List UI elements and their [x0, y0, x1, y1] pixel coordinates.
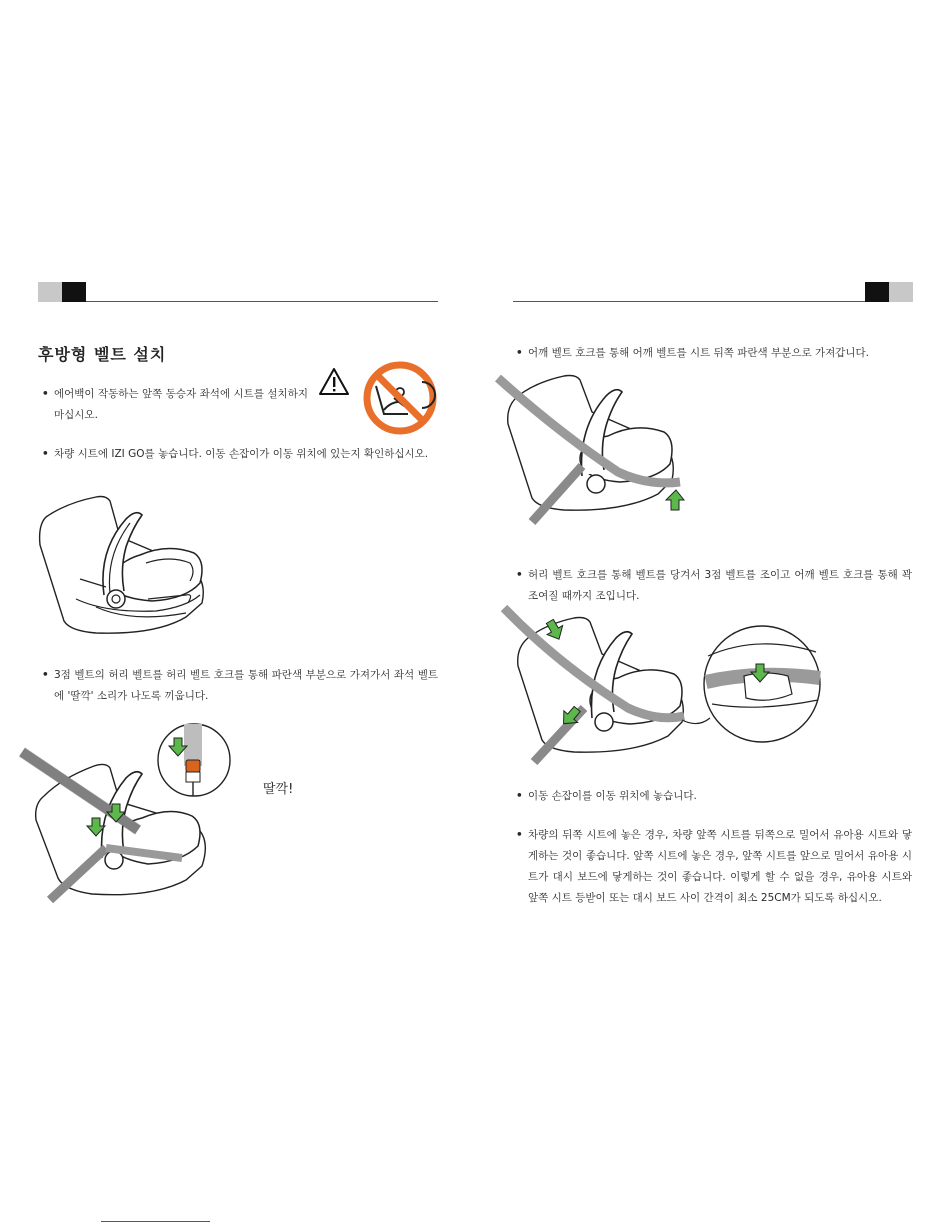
page-title: 후방형 벨트 설치 [38, 345, 167, 364]
right-header-rule [513, 301, 865, 302]
click-label: 딸깍! [263, 782, 294, 797]
car-seat-illustration-1 [36, 495, 216, 645]
right-bullet-1: • 어깨 벨트 호크를 통해 어깨 벨트를 시트 뒤쪽 파란색 부분으로 가져갑니다. [516, 343, 916, 364]
right-bullet-2: • 허리 벨트 호크를 통해 벨트를 당겨서 3점 벨트를 조이고 어깨 벨트 호크를 통해 꽉 조여질 때까지 조입니다. [516, 565, 912, 607]
warning-triangle-icon [318, 367, 350, 397]
car-seat-illustration-4 [498, 604, 838, 774]
left-bullet-3: • 3점 벨트의 허리 벨트를 허리 벨트 호크를 통해 파란색 부분으로 가져가서 좌석 벨트에 '딸깍' 소리가 나도록 끼웁니다. [42, 665, 438, 707]
car-seat-illustration-2 [22, 720, 237, 910]
left-bullet-2: • 차량 시트에 IZI GO를 놓습니다. 이동 손잡이가 이동 위치에 있는지 확인하십시오. [42, 444, 442, 465]
left-bullet-1-text: 에어백이 작동하는 앞쪽 동승자 좌석에 시트를 설치하지 마십시오. [54, 388, 308, 421]
no-airbag-prohibition-icon [362, 360, 438, 436]
footer-link-underline [101, 1221, 210, 1222]
left-header-rule [86, 301, 438, 302]
left-header-black-tab [62, 282, 86, 302]
right-bullet-4: • 차량의 뒤쪽 시트에 놓은 경우, 차량 앞쪽 시트를 뒤쪽으로 밀어서 유아용 시트와 닿게하는 것이 좋습니다. 앞쪽 시트에 놓은 경우, 앞쪽 시트를 앞으로 밀어서 유아용 시트가 대시 보드에 닿게하는 것이 좋습니다. 이렇게 할 수 없을 경우, 유아용 시트와 앞쪽 시트 등받이 또는 대시 보드 사이 간격이 최소 25CM가 되도록 하십시오. [516, 825, 912, 909]
left-bullet-2-text: 차량 시트에 IZI GO를 놓습니다. 이동 손잡이가 이동 위치에 있는지 확인하십시오. [54, 448, 429, 460]
right-header-black-tab [865, 282, 889, 302]
right-bullet-2-text: 허리 벨트 호크를 통해 벨트를 당겨서 3점 벨트를 조이고 어깨 벨트 호크를 통해 꽉 조여질 때까지 조입니다. [528, 569, 912, 602]
right-header-grey-tab [889, 282, 913, 302]
left-header-grey-tab [38, 282, 62, 302]
right-bullet-4-text: 차량의 뒤쪽 시트에 놓은 경우, 차량 앞쪽 시트를 뒤쪽으로 밀어서 유아용 시트와 닿게하는 것이 좋습니다. 앞쪽 시트에 놓은 경우, 앞쪽 시트를 앞으로 밀어서 유아용 시트가 대시 보드에 닿게하는 것이 좋습니다. 이렇게 할 수 없을 경우, 유아용 시트와 앞쪽 시트 등받이 또는 대시 보드 사이 간격이 최소 25CM가 되도록 하십시오. [528, 829, 912, 904]
left-bullet-3-text: 3점 벨트의 허리 벨트를 허리 벨트 호크를 통해 파란색 부분으로 가져가서 좌석 벨트에 '딸깍' 소리가 나도록 끼웁니다. [54, 669, 438, 702]
right-bullet-3-text: 이동 손잡이를 이동 위치에 놓습니다. [528, 790, 697, 802]
right-bullet-3: • 이동 손잡이를 이동 위치에 놓습니다. [516, 786, 912, 807]
right-bullet-1-text: 어깨 벨트 호크를 통해 어깨 벨트를 시트 뒤쪽 파란색 부분으로 가져갑니다. [528, 347, 870, 359]
left-bullet-1: • 에어백이 작동하는 앞쪽 동승자 좌석에 시트를 설치하지 마십시오. [42, 384, 308, 426]
car-seat-illustration-3 [498, 372, 698, 532]
